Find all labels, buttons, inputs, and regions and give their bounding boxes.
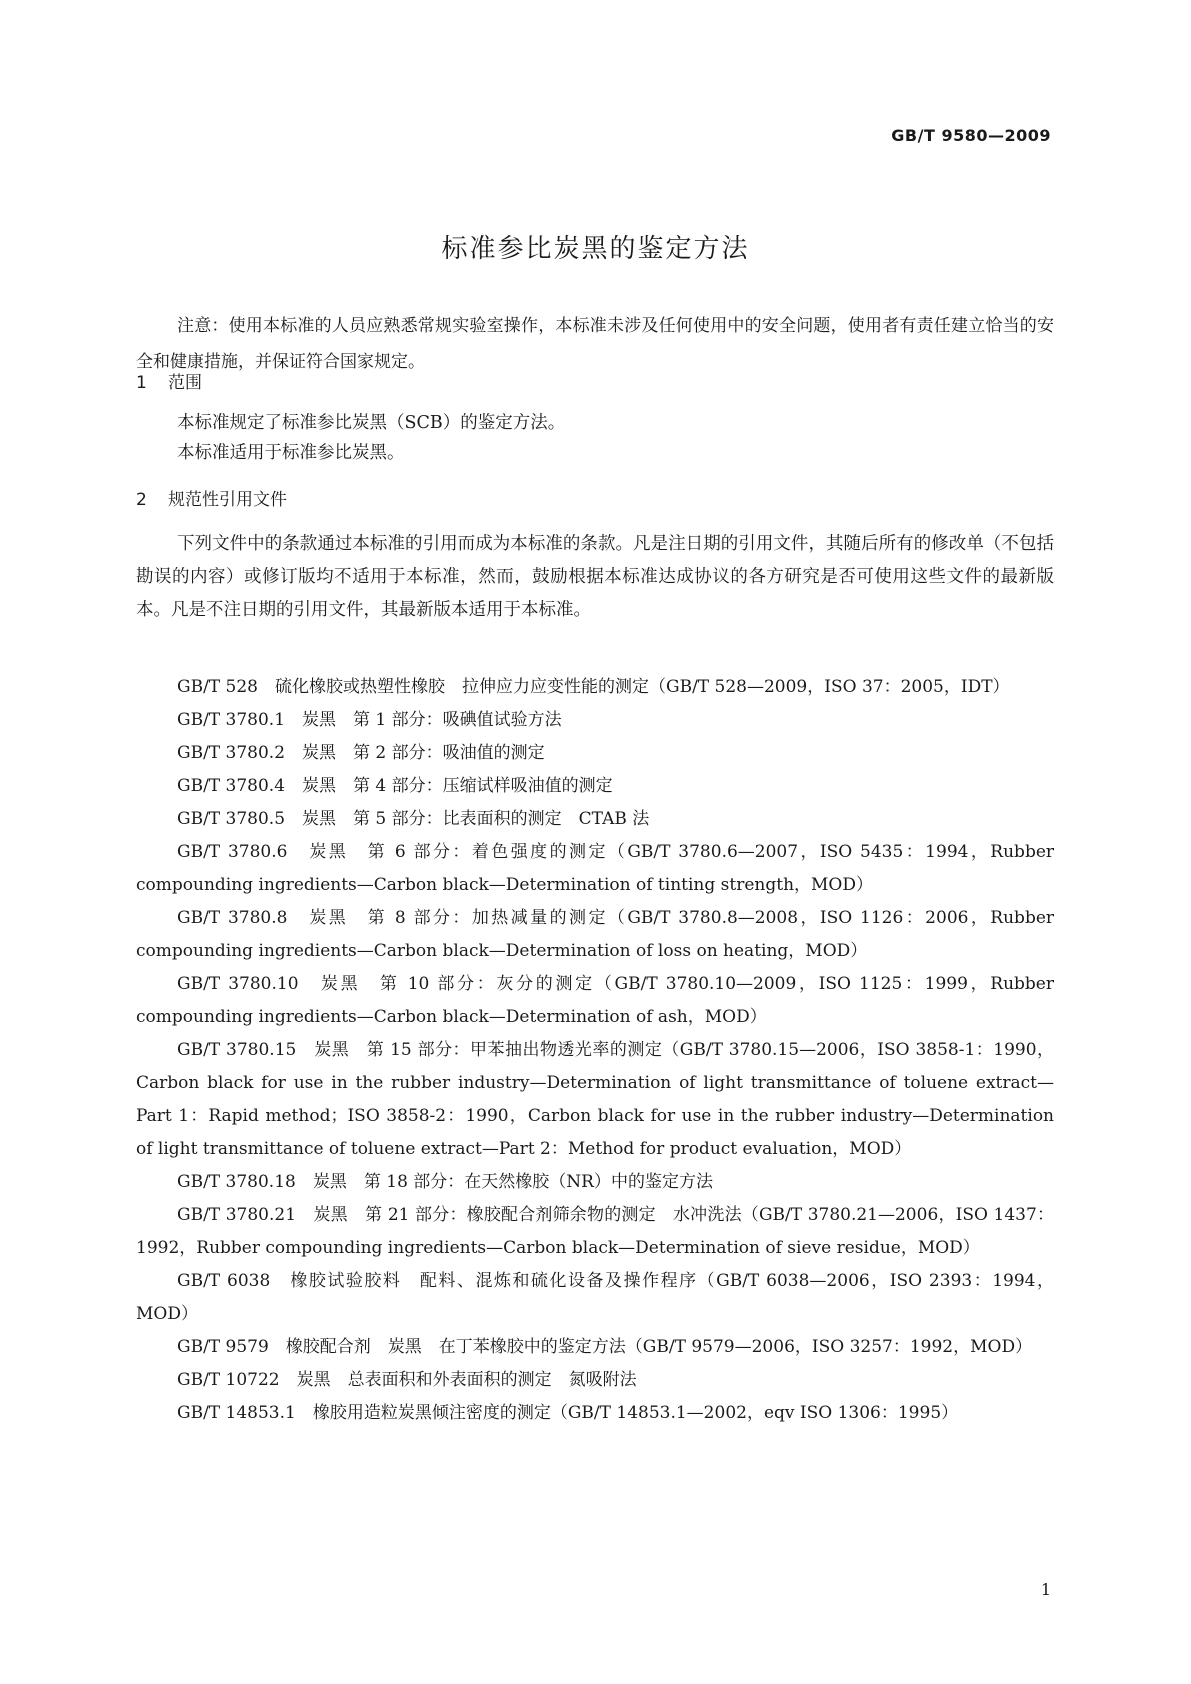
- reference-item: [136, 671, 1054, 704]
- reference-item: [136, 1265, 1054, 1331]
- reference-code: GB/T 3780.15: [177, 1040, 297, 1060]
- safety-notice: 注意：使用本标准的人员应熟悉常规实验室操作，本标准未涉及任何使用中的安全问题，使用者有责任建立恰当的安全和健康措施，并保证符合国家规定。: [136, 316, 1054, 372]
- reference-code: GB/T 14853.1: [177, 1403, 296, 1423]
- reference-code: GB/T 10722: [177, 1370, 280, 1390]
- reference-title: 炭黑 第 10 部分：灰分的测定（GB/T 3780.10—2009，ISO 1125：1999，Rubber compounding ingredients—Carbon black—Determination of ash，MOD）: [136, 974, 1054, 1027]
- reference-item: [136, 1199, 1054, 1265]
- reference-item: [136, 1166, 1054, 1199]
- reference-title: 炭黑 第 1 部分：吸碘值试验方法: [302, 710, 562, 730]
- scope-paragraph: 本标准规定了标准参比炭黑（SCB）的鉴定方法。: [177, 413, 566, 433]
- reference-item: [136, 1397, 1054, 1430]
- reference-title: 硫化橡胶或热塑性橡胶 拉伸应力应变性能的测定（GB/T 528—2009，ISO 37：2005，IDT）: [275, 677, 1010, 697]
- reference-item: [136, 1034, 1054, 1166]
- reference-item: [136, 902, 1054, 968]
- reference-title: 橡胶用造粒炭黑倾注密度的测定（GB/T 14853.1—2002，eqv ISO 1306：1995）: [312, 1403, 959, 1423]
- standard-code: GB/T 9580—2009: [891, 126, 1051, 145]
- reference-title: 炭黑 第 4 部分：压缩试样吸油值的测定: [302, 776, 613, 796]
- reference-item: [136, 1331, 1054, 1364]
- reference-item: [136, 770, 1054, 803]
- section-number: 1: [136, 373, 147, 393]
- page-number: 1: [1040, 1580, 1051, 1599]
- references-intro-paragraph: 下列文件中的条款通过本标准的引用而成为本标准的条款。凡是注日期的引用文件，其随后所有的修改单（不包括勘误的内容）或修订版均不适用于本标准，然而，鼓励根据本标准达成协议的各方研究是否可使用这些文件的最新版本。凡是不注日期的引用文件，其最新版本适用于本标准。: [136, 534, 1054, 620]
- document-title: 标准参比炭黑的鉴定方法: [441, 234, 750, 264]
- reference-code: GB/T 3780.6: [177, 842, 288, 862]
- reference-title: 炭黑 第 8 部分：加热减量的测定（GB/T 3780.8—2008，ISO 1126：2006，Rubber compounding ingredients—Carbon black—Determination of loss on heating，MOD）: [136, 908, 1055, 961]
- reference-code: GB/T 6038: [177, 1271, 271, 1291]
- reference-title: 炭黑 第 2 部分：吸油值的测定: [302, 743, 545, 763]
- reference-title: 炭黑 第 15 部分：甲苯抽出物透光率的测定（GB/T 3780.15—2006，ISO 3858-1：1990，Carbon black for use in the rubber industry—Determination of light transmittance of toluene extract—Part 1：Rapid method；ISO 3858-2：1990，Carbon black for use in the rubber industry—Determination of light transmittance of toluene extract—Part 2：Method for product evaluation，MOD）: [136, 1040, 1055, 1159]
- reference-item: [136, 803, 1054, 836]
- reference-code: GB/T 3780.21: [177, 1205, 297, 1225]
- reference-item: [136, 704, 1054, 737]
- reference-title: 橡胶试验胶料 配料、混炼和硫化设备及操作程序（GB/T 6038—2006，ISO 2393：1994，MOD）: [136, 1271, 1054, 1324]
- section-heading-normative-references: [136, 485, 287, 510]
- reference-title: 炭黑 第 5 部分：比表面积的测定 CTAB 法: [302, 809, 650, 829]
- reference-title: 炭黑 第 6 部分：着色强度的测定（GB/T 3780.6—2007，ISO 5435：1994，Rubber compounding ingredients—Carbon black—Determination of tinting strength，MOD）: [136, 842, 1055, 895]
- reference-item: [136, 737, 1054, 770]
- scope-paragraph: 本标准适用于标准参比炭黑。: [177, 443, 405, 463]
- reference-code: GB/T 3780.5: [177, 809, 286, 829]
- reference-item: [136, 1364, 1054, 1397]
- reference-code: GB/T 9579: [177, 1337, 269, 1357]
- section-heading-scope: [136, 368, 202, 393]
- reference-code: GB/T 3780.18: [177, 1172, 296, 1192]
- section-number: 2: [136, 490, 147, 510]
- section-title: 范围: [168, 373, 202, 393]
- reference-code: GB/T 3780.1: [177, 710, 286, 730]
- reference-code: GB/T 3780.10: [177, 974, 299, 994]
- reference-title: 炭黑 第 18 部分：在天然橡胶（NR）中的鉴定方法: [312, 1172, 713, 1192]
- reference-title: 橡胶配合剂 炭黑 在丁苯橡胶中的鉴定方法（GB/T 9579—2006，ISO 3257：1992，MOD）: [285, 1337, 1033, 1357]
- reference-code: GB/T 3780.4: [177, 776, 286, 796]
- reference-list: [136, 671, 1054, 1430]
- reference-code: GB/T 528: [177, 677, 258, 697]
- reference-item: [136, 836, 1054, 902]
- reference-code: GB/T 3780.2: [177, 743, 286, 763]
- reference-title: 炭黑 总表面积和外表面积的测定 氮吸附法: [296, 1370, 637, 1390]
- reference-title: 炭黑 第 21 部分：橡胶配合剂筛余物的测定 水冲洗法（GB/T 3780.21—2006，ISO 1437：1992，Rubber compounding ingredients—Carbon black—Determination of sieve residue，MOD）: [136, 1205, 1055, 1258]
- reference-item: [136, 968, 1054, 1034]
- reference-code: GB/T 3780.8: [177, 908, 288, 928]
- section-title: 规范性引用文件: [168, 490, 287, 510]
